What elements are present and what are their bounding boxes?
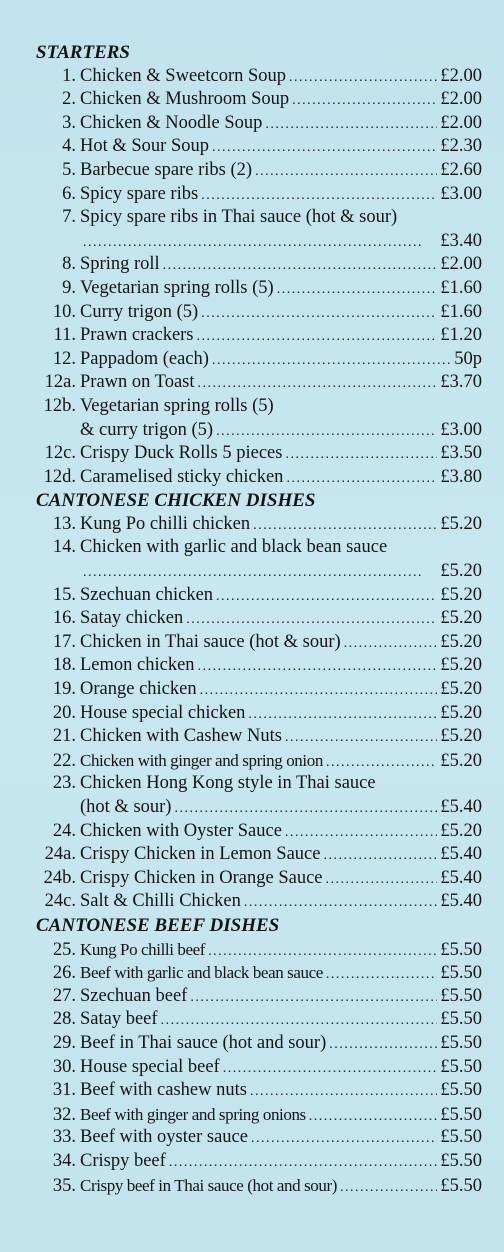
- item-number: 7.: [62, 207, 76, 228]
- item-price: £5.20: [440, 726, 482, 747]
- menu-item: [36, 348, 482, 372]
- item-name: Crispy Duck Rolls 5 pieces: [80, 443, 283, 464]
- item-number: 12.: [52, 348, 76, 369]
- item-price: £5.50: [440, 1175, 482, 1196]
- item-name: Crispy beef: [80, 1150, 166, 1171]
- item-name: Barbecue spare ribs (2): [80, 159, 253, 180]
- dot-leader: [161, 1009, 438, 1032]
- menu-item-continuation: [36, 796, 482, 820]
- item-name: Szechuan beef: [80, 985, 188, 1006]
- item-name: Satay beef: [80, 1009, 158, 1030]
- item-price: £5.20: [440, 513, 482, 534]
- dot-leader: [292, 89, 437, 112]
- menu-item: [36, 513, 482, 537]
- item-price: £5.20: [440, 702, 482, 723]
- item-price: £5.20: [440, 561, 482, 582]
- item-price: £5.50: [440, 1127, 482, 1148]
- item-number: 3.: [62, 112, 76, 133]
- menu-item: [36, 607, 482, 631]
- menu-item: [36, 631, 482, 655]
- item-number: 27.: [52, 985, 76, 1006]
- item-name-continued: & curry trigon (5): [80, 419, 214, 440]
- item-number: 5.: [62, 159, 76, 180]
- item-name: Orange chicken: [80, 679, 197, 700]
- dot-leader: [163, 254, 438, 277]
- menu-item: [36, 890, 482, 914]
- item-name: Beef with garlic and black bean sauce: [80, 963, 323, 983]
- item-price: £2.00: [440, 89, 482, 110]
- item-name: Curry trigon (5): [80, 301, 199, 322]
- dot-leader: [344, 632, 438, 655]
- menu-item: [36, 1079, 482, 1103]
- item-name: Beef in Thai sauce (hot and sour): [80, 1032, 327, 1053]
- item-price: £5.20: [440, 584, 482, 605]
- menu-item: [36, 702, 482, 726]
- item-number: 28.: [52, 1009, 76, 1030]
- dot-leader: [201, 184, 437, 207]
- item-name: House special chicken: [80, 702, 246, 723]
- item-price: £5.20: [440, 631, 482, 652]
- dot-leader: [169, 1151, 438, 1174]
- dot-leader: [289, 66, 437, 89]
- item-number: 12c.: [44, 443, 76, 464]
- item-number: 32.: [52, 1104, 76, 1125]
- menu-item: [36, 65, 482, 89]
- item-price: £2.00: [440, 254, 482, 275]
- item-price: £5.50: [440, 963, 482, 984]
- item-name: Crispy Chicken in Orange Sauce: [80, 867, 323, 888]
- menu-item: [36, 88, 482, 112]
- menu-item: [36, 1103, 482, 1127]
- section-heading-beef: CANTONESE BEEF DISHES: [36, 914, 280, 936]
- item-price: £3.40: [440, 230, 482, 251]
- dot-leader: [309, 1105, 438, 1127]
- item-price: £3.70: [440, 372, 482, 393]
- menu-item: [36, 159, 482, 183]
- menu-item: [36, 1126, 482, 1150]
- item-number: 25.: [52, 939, 76, 960]
- dot-leader: [253, 514, 437, 537]
- item-name: Caramelised sticky chicken: [80, 466, 284, 487]
- menu-item: [36, 725, 482, 749]
- menu-item: [36, 749, 482, 773]
- item-price: £5.20: [440, 655, 482, 676]
- item-number: 18.: [52, 655, 76, 676]
- dot-leader: [216, 585, 437, 608]
- section-heading-chicken: CANTONESE CHICKEN DISHES: [36, 490, 316, 512]
- item-number: 15.: [52, 584, 76, 605]
- menu-item: [36, 183, 482, 207]
- item-name: Prawn on Toast: [80, 372, 195, 393]
- item-number: 12d.: [43, 466, 76, 487]
- dot-leader: [244, 891, 438, 914]
- menu-item: [36, 938, 482, 962]
- item-price: £1.60: [440, 277, 482, 298]
- menu-item: [36, 135, 482, 159]
- menu-item: [36, 1174, 482, 1198]
- menu-item: [36, 1150, 482, 1174]
- dot-leader: [255, 160, 437, 183]
- dot-leader: [201, 302, 437, 325]
- item-price: £5.40: [440, 844, 482, 865]
- item-number: 9.: [62, 277, 76, 298]
- menu-item: [36, 1032, 482, 1056]
- item-number: 20.: [52, 702, 76, 723]
- menu-item: [36, 466, 482, 490]
- item-price: £2.30: [440, 136, 482, 157]
- dot-leader: [251, 1127, 437, 1150]
- item-number: 21.: [52, 726, 76, 747]
- item-number: 1.: [62, 65, 76, 86]
- item-name: Vegetarian spring rolls (5): [80, 395, 274, 416]
- menu-item: [36, 371, 482, 395]
- menu-item: [36, 820, 482, 844]
- dot-leader: [198, 655, 438, 678]
- item-number: 19.: [52, 679, 76, 700]
- item-name: Pappadom (each): [80, 348, 209, 369]
- item-number: 12a.: [44, 372, 76, 393]
- item-number: 26.: [52, 963, 76, 984]
- menu-item: [36, 961, 482, 985]
- item-name: Hot & Sour Soup: [80, 136, 210, 157]
- item-price: £5.50: [440, 1150, 482, 1171]
- item-price: £5.20: [440, 750, 482, 771]
- item-price: £5.50: [440, 1009, 482, 1030]
- menu-item: [36, 395, 482, 419]
- menu-item: [36, 442, 482, 466]
- item-name: Chicken with garlic and black bean sauce: [80, 537, 388, 558]
- item-name: Kung Po chilli chicken: [80, 513, 251, 534]
- item-price: £1.60: [440, 301, 482, 322]
- item-name: Chicken in Thai sauce (hot & sour): [80, 631, 341, 652]
- dot-leader: [329, 1033, 437, 1056]
- dot-leader: [277, 278, 438, 301]
- dot-leader: [174, 797, 437, 820]
- item-name: Crispy beef in Thai sauce (hot and sour): [80, 1175, 338, 1195]
- menu-item: [36, 1056, 482, 1080]
- item-number: 17.: [52, 631, 76, 652]
- menu-item: [36, 206, 482, 230]
- item-name: Spring roll: [80, 254, 160, 275]
- dot-leader: [340, 1176, 437, 1198]
- item-name: Chicken with ginger and spring onion: [80, 750, 323, 770]
- menu-item: [36, 678, 482, 702]
- dot-leader: [286, 467, 437, 490]
- item-price: £2.00: [440, 65, 482, 86]
- menu-item-continuation: [36, 560, 482, 584]
- item-number: 4.: [62, 136, 76, 157]
- item-number: 30.: [52, 1056, 76, 1077]
- item-price: £5.50: [440, 939, 482, 960]
- dot-leader: [248, 703, 437, 726]
- item-price: £5.20: [440, 820, 482, 841]
- menu-item: [36, 301, 482, 325]
- menu-item: [36, 867, 482, 891]
- item-name: Beef with oyster sauce: [80, 1127, 248, 1148]
- item-name: Vegetarian spring rolls (5): [80, 277, 274, 298]
- item-price: £5.20: [440, 608, 482, 629]
- item-number: 31.: [52, 1080, 76, 1101]
- item-price: £5.50: [440, 985, 482, 1006]
- menu-item: [36, 253, 482, 277]
- item-price: £3.50: [440, 443, 482, 464]
- menu-item: [36, 112, 482, 136]
- menu-item: [36, 654, 482, 678]
- menu-item: [36, 584, 482, 608]
- item-price: £5.50: [440, 1056, 482, 1077]
- item-number: 29.: [52, 1032, 76, 1053]
- item-name: Prawn crackers: [80, 325, 194, 346]
- item-price: £3.00: [440, 183, 482, 204]
- dot-leader: [83, 231, 437, 254]
- item-name: Salt & Chilli Chicken: [80, 891, 241, 912]
- dot-leader: [285, 443, 437, 466]
- item-price: £1.20: [440, 325, 482, 346]
- item-name: Chicken & Mushroom Soup: [80, 89, 290, 110]
- item-name: Szechuan chicken: [80, 584, 214, 605]
- menu-item: [36, 277, 482, 301]
- item-name: Spicy spare ribs: [80, 183, 199, 204]
- item-name: Satay chicken: [80, 608, 184, 629]
- item-number: 23.: [52, 773, 76, 794]
- item-price: £5.50: [440, 1080, 482, 1101]
- dot-leader: [326, 963, 437, 985]
- menu-item: [36, 985, 482, 1009]
- item-number: 8.: [62, 254, 76, 275]
- dot-leader: [216, 420, 437, 443]
- item-number: 10.: [52, 301, 76, 322]
- item-price: £5.40: [440, 797, 482, 817]
- dot-leader: [285, 821, 437, 844]
- dot-leader: [212, 349, 451, 372]
- item-name: Chicken Hong Kong style in Thai sauce: [80, 773, 376, 794]
- menu-item: [36, 324, 482, 348]
- dot-leader: [208, 940, 437, 962]
- item-price: £5.50: [440, 1104, 482, 1125]
- menu-item: [36, 536, 482, 560]
- item-name: Spicy spare ribs in Thai sauce (hot & sour): [80, 207, 398, 228]
- dot-leader: [190, 986, 437, 1009]
- item-number: 11.: [53, 325, 76, 346]
- item-name: Kung Po chilli beef: [80, 939, 206, 959]
- item-number: 16.: [52, 608, 76, 629]
- item-number: 24a.: [44, 844, 76, 865]
- menu-list: [36, 41, 482, 1197]
- dot-leader: [323, 844, 437, 867]
- menu-item-continuation: [36, 230, 482, 254]
- dot-leader: [83, 561, 437, 584]
- item-name: Chicken & Sweetcorn Soup: [80, 65, 287, 86]
- item-number: 12b.: [43, 395, 76, 416]
- item-name: Chicken with Oyster Sauce: [80, 820, 282, 841]
- section-heading-starters: STARTERS: [36, 42, 130, 63]
- dot-leader: [285, 726, 437, 749]
- item-price: £5.20: [440, 679, 482, 700]
- dot-leader: [250, 1080, 437, 1103]
- item-price: £2.00: [440, 112, 482, 133]
- item-price: £5.40: [440, 891, 482, 912]
- menu-item: [36, 843, 482, 867]
- menu-item: [36, 772, 482, 796]
- item-name-continued: (hot & sour): [80, 797, 172, 817]
- item-number: 2.: [62, 89, 76, 110]
- dot-leader: [186, 608, 437, 631]
- item-number: 22.: [52, 750, 76, 771]
- item-name: Beef with cashew nuts: [80, 1080, 247, 1101]
- item-number: 6.: [62, 183, 76, 204]
- item-number: 14.: [52, 537, 76, 558]
- item-name: Chicken & Noodle Soup: [80, 112, 263, 133]
- item-number: 35.: [52, 1175, 76, 1196]
- dot-leader: [265, 113, 437, 136]
- item-price: £5.50: [440, 1032, 482, 1053]
- item-price: £3.00: [440, 419, 482, 440]
- item-name: Chicken with Cashew Nuts: [80, 726, 282, 747]
- dot-leader: [198, 372, 438, 395]
- dot-leader: [326, 868, 438, 891]
- dot-leader: [200, 679, 438, 702]
- item-name: House special beef: [80, 1056, 220, 1077]
- item-number: 24.: [52, 820, 76, 841]
- dot-leader: [212, 136, 437, 159]
- item-number: 33.: [52, 1127, 76, 1148]
- menu-item: [36, 1008, 482, 1032]
- item-number: 24c.: [44, 891, 76, 912]
- item-name: Beef with ginger and spring onions: [80, 1104, 306, 1124]
- item-price: 50p: [454, 348, 482, 369]
- item-number: 13.: [52, 513, 76, 534]
- item-price: £3.80: [440, 466, 482, 487]
- dot-leader: [223, 1057, 438, 1080]
- menu-item-continuation: [36, 419, 482, 443]
- item-price: £5.40: [440, 867, 482, 888]
- item-number: 24b.: [43, 867, 76, 888]
- dot-leader: [197, 325, 438, 348]
- item-name: Lemon chicken: [80, 655, 195, 676]
- item-name: Crispy Chicken in Lemon Sauce: [80, 844, 321, 865]
- item-number: 34.: [52, 1150, 76, 1171]
- item-price: £2.60: [440, 159, 482, 180]
- dot-leader: [326, 751, 437, 773]
